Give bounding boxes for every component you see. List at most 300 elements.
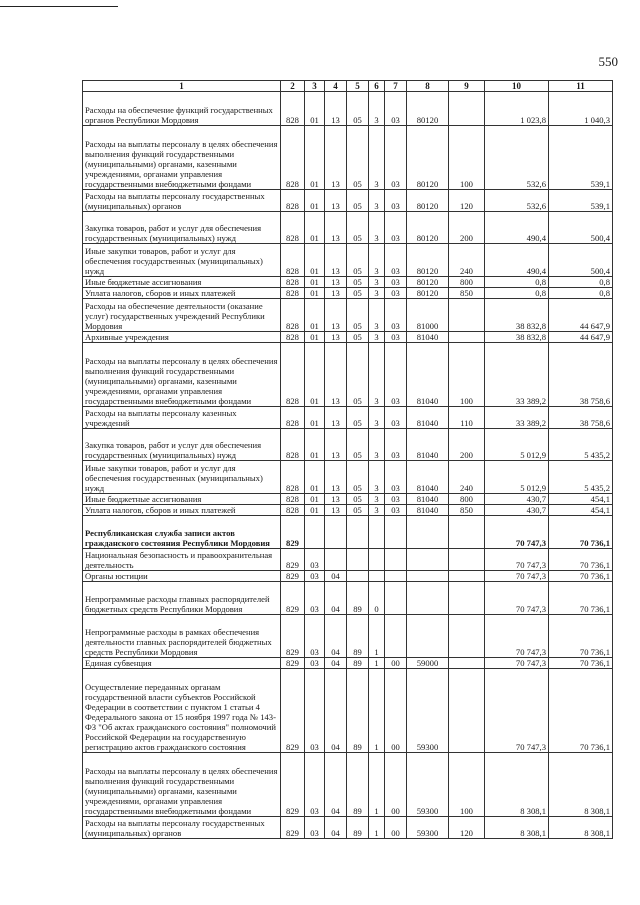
section-code: 03 xyxy=(305,571,325,582)
subsection-code: 13 xyxy=(325,288,347,299)
subprogram-code: 3 xyxy=(369,288,385,299)
table-row xyxy=(83,332,613,343)
program-code: 05 xyxy=(347,461,369,494)
expense-type-code xyxy=(449,615,485,658)
table-row xyxy=(83,753,613,817)
expense-type-code: 120 xyxy=(449,190,485,212)
ministry-code: 828 xyxy=(281,505,305,516)
item-name: Закупка товаров, работ и услуг для обеспечения государственных (муниципальных) нужд xyxy=(83,212,281,244)
amount-year-1: 430,7 xyxy=(485,505,549,516)
direction-code xyxy=(407,571,449,582)
amount-year-2: 44 647,9 xyxy=(549,299,613,332)
subprogram-code: 3 xyxy=(369,212,385,244)
subprogram-code: 1 xyxy=(369,615,385,658)
subsection-code: 13 xyxy=(325,244,347,277)
section-code: 01 xyxy=(305,244,325,277)
main-event-code: 03 xyxy=(385,407,407,429)
direction-code: 80120 xyxy=(407,288,449,299)
amount-year-1: 532,6 xyxy=(485,190,549,212)
section-code: 01 xyxy=(305,212,325,244)
ministry-code: 828 xyxy=(281,332,305,343)
subsection-code: 13 xyxy=(325,277,347,288)
amount-year-1: 8 308,1 xyxy=(485,753,549,817)
subsection-code: 13 xyxy=(325,494,347,505)
expense-type-code: 110 xyxy=(449,407,485,429)
subsection-code: 13 xyxy=(325,332,347,343)
expense-type-code: 120 xyxy=(449,817,485,839)
expense-type-code: 240 xyxy=(449,461,485,494)
column-header: 9 xyxy=(449,81,485,92)
subprogram-code: 1 xyxy=(369,669,385,753)
amount-year-1: 0,8 xyxy=(485,277,549,288)
table-row xyxy=(83,126,613,190)
ministry-code: 828 xyxy=(281,494,305,505)
subprogram-code: 1 xyxy=(369,753,385,817)
amount-year-2: 500,4 xyxy=(549,212,613,244)
main-event-code: 00 xyxy=(385,817,407,839)
main-event-code: 03 xyxy=(385,343,407,407)
direction-code: 80120 xyxy=(407,212,449,244)
subprogram-code: 3 xyxy=(369,299,385,332)
item-name: Органы юстиции xyxy=(83,571,281,582)
table-row xyxy=(83,461,613,494)
item-name: Осуществление переданных органам государственной власти субъектов Российской Федерации в соответствии с пунктом 1 статьи 4 Федерального закона от 15 ноября 1997 года № 143-ФЗ "Об актах гражданского состояния" полномочий Российской Федерации на государственную регистрацию актов гражданского состояния xyxy=(83,669,281,753)
subprogram-code xyxy=(369,516,385,549)
direction-code: 81040 xyxy=(407,494,449,505)
section-code: 01 xyxy=(305,299,325,332)
column-header: 8 xyxy=(407,81,449,92)
ministry-code: 828 xyxy=(281,212,305,244)
table-row xyxy=(83,669,613,753)
main-event-code xyxy=(385,571,407,582)
expense-type-code xyxy=(449,582,485,615)
ministry-code: 828 xyxy=(281,407,305,429)
subsection-code xyxy=(325,516,347,549)
expense-type-code xyxy=(449,549,485,571)
program-code: 89 xyxy=(347,669,369,753)
program-code: 05 xyxy=(347,212,369,244)
section-code: 01 xyxy=(305,494,325,505)
ministry-code: 829 xyxy=(281,658,305,669)
amount-year-1: 490,4 xyxy=(485,244,549,277)
item-name: Расходы на обеспечение функций государственных органов Республики Мордовия xyxy=(83,92,281,126)
expense-type-code: 240 xyxy=(449,244,485,277)
expense-type-code xyxy=(449,299,485,332)
column-header: 7 xyxy=(385,81,407,92)
direction-code: 59300 xyxy=(407,817,449,839)
subprogram-code: 3 xyxy=(369,407,385,429)
amount-year-2: 38 758,6 xyxy=(549,407,613,429)
item-name: Непрограммные расходы в рамках обеспечения деятельности главных распорядителей бюджетных средств Республики Мордовия xyxy=(83,615,281,658)
ministry-code: 828 xyxy=(281,299,305,332)
expense-type-code: 850 xyxy=(449,505,485,516)
section-code: 03 xyxy=(305,582,325,615)
direction-code: 80120 xyxy=(407,190,449,212)
section-code: 01 xyxy=(305,190,325,212)
direction-code xyxy=(407,615,449,658)
amount-year-1: 532,6 xyxy=(485,126,549,190)
amount-year-2: 70 736,1 xyxy=(549,516,613,549)
table-row xyxy=(83,277,613,288)
section-code: 01 xyxy=(305,505,325,516)
main-event-code xyxy=(385,582,407,615)
amount-year-1: 70 747,3 xyxy=(485,582,549,615)
section-code: 01 xyxy=(305,332,325,343)
direction-code: 81040 xyxy=(407,505,449,516)
ministry-code: 828 xyxy=(281,461,305,494)
subsection-code: 13 xyxy=(325,126,347,190)
amount-year-2: 5 435,2 xyxy=(549,429,613,461)
item-name: Иные закупки товаров, работ и услуг для обеспечения государственных (муниципальных) нужд xyxy=(83,461,281,494)
item-name: Уплата налогов, сборов и иных платежей xyxy=(83,288,281,299)
program-code: 89 xyxy=(347,658,369,669)
item-name: Расходы на выплаты персоналу государственных (муниципальных) органов xyxy=(83,817,281,839)
expense-type-code xyxy=(449,332,485,343)
amount-year-1: 8 308,1 xyxy=(485,817,549,839)
amount-year-2: 70 736,1 xyxy=(549,615,613,658)
main-event-code xyxy=(385,615,407,658)
amount-year-1: 70 747,3 xyxy=(485,669,549,753)
amount-year-2: 70 736,1 xyxy=(549,658,613,669)
amount-year-1: 5 012,9 xyxy=(485,461,549,494)
section-code: 03 xyxy=(305,615,325,658)
item-name: Закупка товаров, работ и услуг для обеспечения государственных (муниципальных) нужд xyxy=(83,429,281,461)
amount-year-1: 38 832,8 xyxy=(485,332,549,343)
amount-year-2: 539,1 xyxy=(549,126,613,190)
expense-type-code: 850 xyxy=(449,288,485,299)
expense-type-code xyxy=(449,669,485,753)
main-event-code: 03 xyxy=(385,299,407,332)
subprogram-code: 3 xyxy=(369,343,385,407)
amount-year-2: 8 308,1 xyxy=(549,817,613,839)
expense-type-code xyxy=(449,92,485,126)
amount-year-2: 5 435,2 xyxy=(549,461,613,494)
subprogram-code: 1 xyxy=(369,658,385,669)
expense-type-code: 100 xyxy=(449,126,485,190)
ministry-code: 828 xyxy=(281,126,305,190)
subprogram-code xyxy=(369,549,385,571)
subprogram-code: 3 xyxy=(369,126,385,190)
main-event-code: 03 xyxy=(385,288,407,299)
main-event-code: 03 xyxy=(385,461,407,494)
table-row xyxy=(83,582,613,615)
item-name: Уплата налогов, сборов и иных платежей xyxy=(83,505,281,516)
amount-year-1: 70 747,3 xyxy=(485,571,549,582)
direction-code: 80120 xyxy=(407,92,449,126)
program-code: 89 xyxy=(347,817,369,839)
ministry-code: 829 xyxy=(281,549,305,571)
direction-code: 81040 xyxy=(407,429,449,461)
expense-type-code: 200 xyxy=(449,429,485,461)
subsection-code: 13 xyxy=(325,299,347,332)
main-event-code: 03 xyxy=(385,494,407,505)
item-name: Непрограммные расходы главных распорядителей бюджетных средств Республики Мордовия xyxy=(83,582,281,615)
subsection-code: 13 xyxy=(325,190,347,212)
amount-year-2: 70 736,1 xyxy=(549,669,613,753)
direction-code xyxy=(407,582,449,615)
section-code: 03 xyxy=(305,753,325,817)
item-name: Иные бюджетные ассигнования xyxy=(83,494,281,505)
amount-year-2: 0,8 xyxy=(549,277,613,288)
subprogram-code: 3 xyxy=(369,244,385,277)
ministry-code: 829 xyxy=(281,571,305,582)
subsection-code: 04 xyxy=(325,817,347,839)
expense-type-code: 100 xyxy=(449,343,485,407)
table-row xyxy=(83,516,613,549)
ministry-code: 828 xyxy=(281,92,305,126)
expense-type-code: 800 xyxy=(449,277,485,288)
item-name: Расходы на выплаты персоналу государственных (муниципальных) органов xyxy=(83,190,281,212)
subprogram-code: 3 xyxy=(369,190,385,212)
section-code xyxy=(305,516,325,549)
section-code: 01 xyxy=(305,343,325,407)
table-row xyxy=(83,244,613,277)
table-row xyxy=(83,494,613,505)
ministry-code: 829 xyxy=(281,669,305,753)
column-header: 10 xyxy=(485,81,549,92)
amount-year-2: 454,1 xyxy=(549,494,613,505)
column-header: 1 xyxy=(83,81,281,92)
expense-type-code xyxy=(449,571,485,582)
item-name: Национальная безопасность и правоохранительная деятельность xyxy=(83,549,281,571)
ministry-code: 829 xyxy=(281,817,305,839)
direction-code: 81040 xyxy=(407,407,449,429)
table-row xyxy=(83,505,613,516)
amount-year-2: 1 040,3 xyxy=(549,92,613,126)
subsection-code: 04 xyxy=(325,669,347,753)
item-name: Иные закупки товаров, работ и услуг для обеспечения государственных (муниципальных) нужд xyxy=(83,244,281,277)
subsection-code: 13 xyxy=(325,505,347,516)
subprogram-code: 1 xyxy=(369,817,385,839)
program-code: 05 xyxy=(347,299,369,332)
subsection-code: 04 xyxy=(325,571,347,582)
budget-table xyxy=(82,80,613,839)
table-row xyxy=(83,817,613,839)
program-code: 05 xyxy=(347,126,369,190)
amount-year-1: 70 747,3 xyxy=(485,516,549,549)
item-name: Расходы на выплаты персоналу казенных учреждений xyxy=(83,407,281,429)
program-code: 05 xyxy=(347,494,369,505)
item-name: Расходы на выплаты персоналу в целях обеспечения выполнения функций государственными (муниципальными) органами, казенными учреждениями, органами управления государственными внебюджетными фондами xyxy=(83,126,281,190)
direction-code: 59000 xyxy=(407,658,449,669)
subsection-code: 13 xyxy=(325,343,347,407)
direction-code: 59300 xyxy=(407,669,449,753)
program-code: 05 xyxy=(347,343,369,407)
subsection-code xyxy=(325,549,347,571)
program-code: 89 xyxy=(347,753,369,817)
subsection-code: 04 xyxy=(325,753,347,817)
program-code: 05 xyxy=(347,332,369,343)
amount-year-1: 70 747,3 xyxy=(485,615,549,658)
main-event-code: 03 xyxy=(385,505,407,516)
program-code xyxy=(347,516,369,549)
ministry-code: 828 xyxy=(281,277,305,288)
main-event-code xyxy=(385,516,407,549)
program-code xyxy=(347,549,369,571)
column-header: 6 xyxy=(369,81,385,92)
subprogram-code: 3 xyxy=(369,461,385,494)
program-code: 05 xyxy=(347,429,369,461)
section-code: 01 xyxy=(305,407,325,429)
subsection-code: 13 xyxy=(325,212,347,244)
ministry-code: 829 xyxy=(281,516,305,549)
main-event-code: 03 xyxy=(385,332,407,343)
main-event-code: 00 xyxy=(385,753,407,817)
main-event-code: 03 xyxy=(385,277,407,288)
item-name: Расходы на выплаты персоналу в целях обеспечения выполнения функций государственными (муниципальными) органами, казенными учреждениями, органами управления государственными внебюджетными фондами xyxy=(83,753,281,817)
amount-year-2: 454,1 xyxy=(549,505,613,516)
expense-type-code xyxy=(449,516,485,549)
table-body xyxy=(83,92,613,839)
item-name: Архивные учреждения xyxy=(83,332,281,343)
main-event-code: 03 xyxy=(385,212,407,244)
subprogram-code: 0 xyxy=(369,582,385,615)
subprogram-code: 3 xyxy=(369,494,385,505)
table-row xyxy=(83,190,613,212)
table-row xyxy=(83,92,613,126)
program-code: 05 xyxy=(347,244,369,277)
amount-year-2: 539,1 xyxy=(549,190,613,212)
ministry-code: 828 xyxy=(281,288,305,299)
table-row xyxy=(83,299,613,332)
column-header: 2 xyxy=(281,81,305,92)
item-name: Единая субвенция xyxy=(83,658,281,669)
expense-type-code: 100 xyxy=(449,753,485,817)
section-code: 01 xyxy=(305,288,325,299)
subsection-code: 13 xyxy=(325,92,347,126)
amount-year-2: 70 736,1 xyxy=(549,549,613,571)
table-row xyxy=(83,212,613,244)
amount-year-1: 33 389,2 xyxy=(485,343,549,407)
item-name: Иные бюджетные ассигнования xyxy=(83,277,281,288)
subsection-code: 04 xyxy=(325,615,347,658)
amount-year-2: 500,4 xyxy=(549,244,613,277)
subsection-code: 04 xyxy=(325,582,347,615)
amount-year-2: 70 736,1 xyxy=(549,582,613,615)
amount-year-1: 70 747,3 xyxy=(485,658,549,669)
main-event-code: 03 xyxy=(385,244,407,277)
section-code: 01 xyxy=(305,92,325,126)
direction-code: 59300 xyxy=(407,753,449,817)
program-code: 05 xyxy=(347,288,369,299)
direction-code: 80120 xyxy=(407,244,449,277)
table-row xyxy=(83,429,613,461)
ministry-code: 829 xyxy=(281,753,305,817)
section-code: 01 xyxy=(305,277,325,288)
amount-year-1: 1 023,8 xyxy=(485,92,549,126)
main-event-code: 00 xyxy=(385,658,407,669)
subprogram-code: 3 xyxy=(369,277,385,288)
expense-type-code: 800 xyxy=(449,494,485,505)
amount-year-1: 430,7 xyxy=(485,494,549,505)
table-header-row xyxy=(83,81,613,92)
scan-corner-line xyxy=(0,6,118,7)
section-code: 01 xyxy=(305,429,325,461)
subsection-code: 04 xyxy=(325,658,347,669)
amount-year-1: 38 832,8 xyxy=(485,299,549,332)
direction-code xyxy=(407,516,449,549)
main-event-code: 03 xyxy=(385,126,407,190)
ministry-code: 828 xyxy=(281,190,305,212)
program-code: 89 xyxy=(347,582,369,615)
column-header: 3 xyxy=(305,81,325,92)
section-code: 03 xyxy=(305,658,325,669)
ministry-code: 828 xyxy=(281,343,305,407)
direction-code: 80120 xyxy=(407,126,449,190)
column-header: 11 xyxy=(549,81,613,92)
direction-code xyxy=(407,549,449,571)
table-row xyxy=(83,549,613,571)
amount-year-2: 8 308,1 xyxy=(549,753,613,817)
program-code: 89 xyxy=(347,615,369,658)
expense-type-code: 200 xyxy=(449,212,485,244)
section-code: 03 xyxy=(305,817,325,839)
main-event-code: 03 xyxy=(385,429,407,461)
page-number: 550 xyxy=(598,54,618,69)
subprogram-code: 3 xyxy=(369,505,385,516)
section-code: 01 xyxy=(305,461,325,494)
table-row xyxy=(83,288,613,299)
amount-year-2: 70 736,1 xyxy=(549,571,613,582)
table-row xyxy=(83,407,613,429)
amount-year-1: 33 389,2 xyxy=(485,407,549,429)
program-code: 05 xyxy=(347,92,369,126)
subsection-code: 13 xyxy=(325,407,347,429)
column-header: 4 xyxy=(325,81,347,92)
amount-year-2: 38 758,6 xyxy=(549,343,613,407)
subsection-code: 13 xyxy=(325,461,347,494)
program-code: 05 xyxy=(347,505,369,516)
direction-code: 81040 xyxy=(407,343,449,407)
amount-year-1: 490,4 xyxy=(485,212,549,244)
ministry-code: 829 xyxy=(281,615,305,658)
amount-year-2: 44 647,9 xyxy=(549,332,613,343)
direction-code: 81040 xyxy=(407,332,449,343)
main-event-code: 03 xyxy=(385,92,407,126)
amount-year-1: 70 747,3 xyxy=(485,549,549,571)
table-row xyxy=(83,615,613,658)
section-code: 03 xyxy=(305,669,325,753)
program-code: 05 xyxy=(347,277,369,288)
section-code: 01 xyxy=(305,126,325,190)
amount-year-2: 0,8 xyxy=(549,288,613,299)
direction-code: 81040 xyxy=(407,461,449,494)
table-row xyxy=(83,658,613,669)
program-code: 05 xyxy=(347,407,369,429)
subprogram-code: 3 xyxy=(369,429,385,461)
subsection-code: 13 xyxy=(325,429,347,461)
expense-type-code xyxy=(449,658,485,669)
table-row xyxy=(83,343,613,407)
subprogram-code: 3 xyxy=(369,332,385,343)
item-name: Расходы на обеспечение деятельности (оказание услуг) государственных учреждений Республики Мордовия xyxy=(83,299,281,332)
program-code: 05 xyxy=(347,190,369,212)
subprogram-code: 3 xyxy=(369,92,385,126)
item-name: Расходы на выплаты персоналу в целях обеспечения выполнения функций государственными (муниципальными) органами, казенными учреждениями, органами управления государственными внебюджетными фондами xyxy=(83,343,281,407)
ministry-code: 829 xyxy=(281,582,305,615)
ministry-code: 828 xyxy=(281,429,305,461)
amount-year-1: 5 012,9 xyxy=(485,429,549,461)
program-code xyxy=(347,571,369,582)
direction-code: 81000 xyxy=(407,299,449,332)
ministry-code: 828 xyxy=(281,244,305,277)
table-row xyxy=(83,571,613,582)
main-event-code: 00 xyxy=(385,669,407,753)
subprogram-code xyxy=(369,571,385,582)
amount-year-1: 0,8 xyxy=(485,288,549,299)
item-name: Республиканская служба записи актов гражданского состояния Республики Мордовия xyxy=(83,516,281,549)
direction-code: 80120 xyxy=(407,277,449,288)
